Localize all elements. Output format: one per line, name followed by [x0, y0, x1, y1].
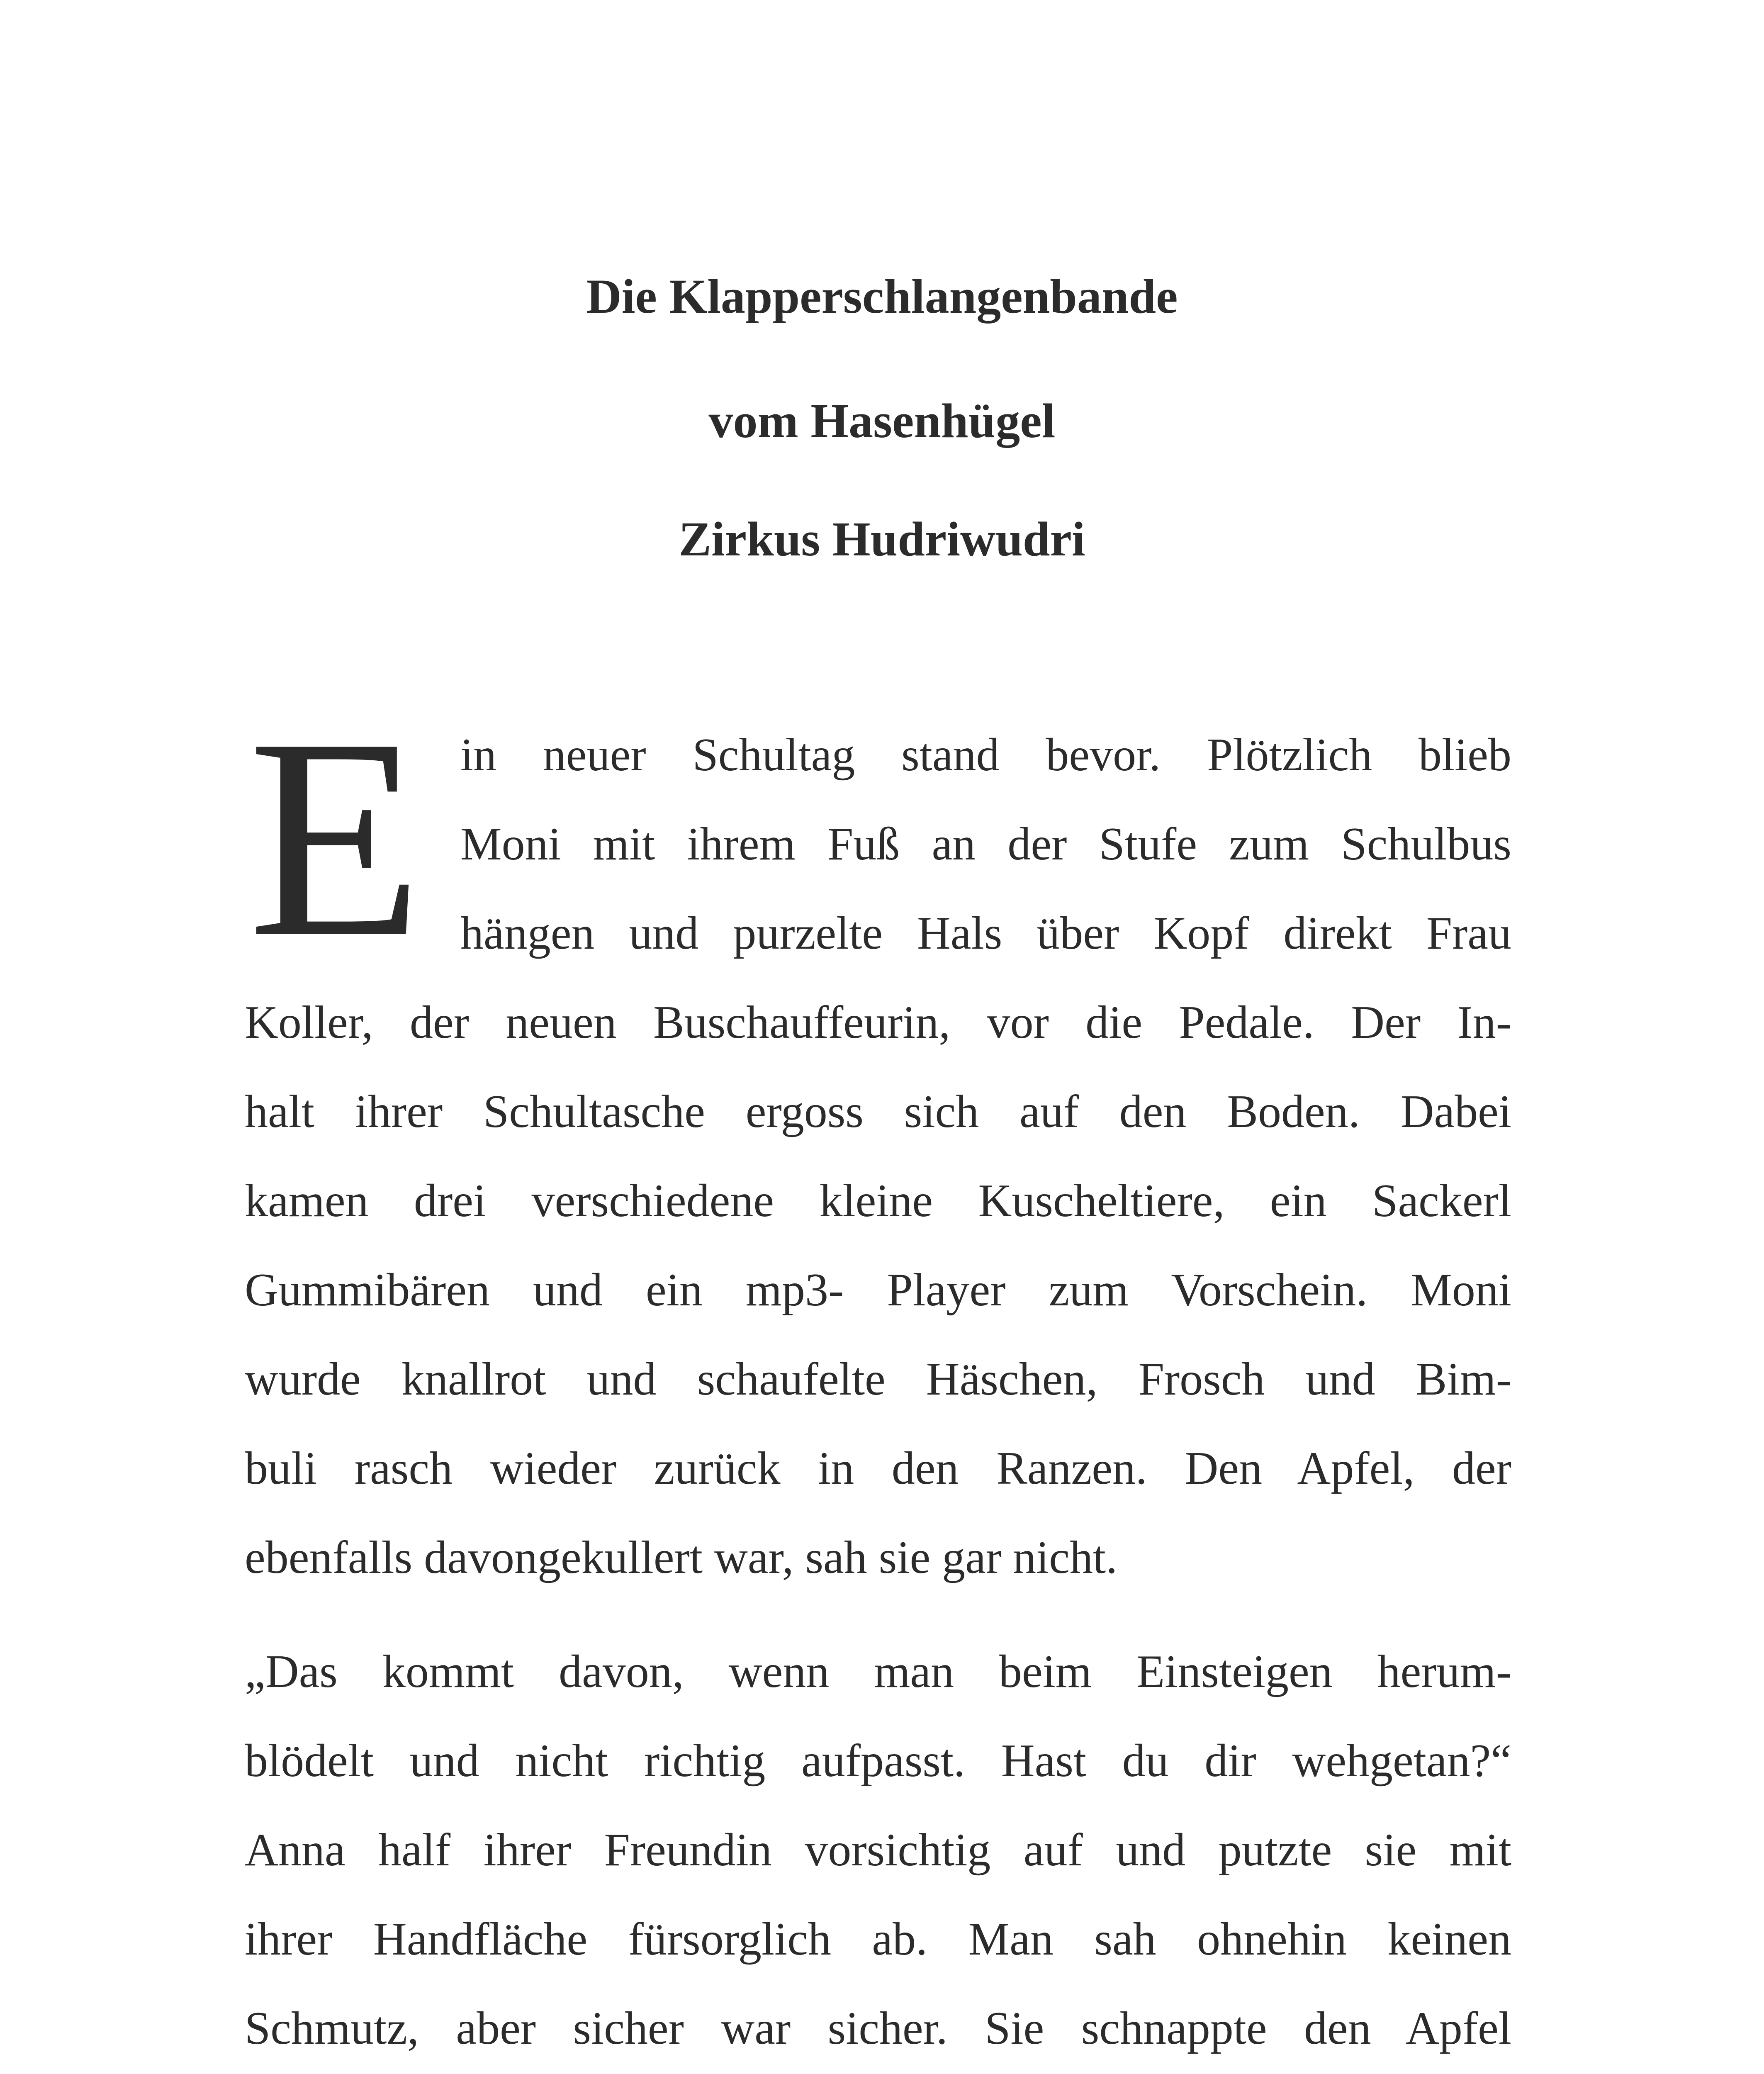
paragraph-line: Schmutz, aber sicher war sicher. Sie schnappte den Apfel: [245, 2003, 1511, 2054]
paragraph-line: wurde knallrot und schaufelte Häschen, Frosch und Bim-: [245, 1353, 1511, 1405]
chapter-subtitle: Zirkus Hudriwudri: [679, 512, 1085, 566]
paragraph-line: in neuer Schultag stand bevor. Plötzlich blieb: [460, 729, 1511, 781]
drop-cap-initial: E: [248, 679, 423, 996]
paragraph-line: Gummibären und ein mp3- Player zum Vorschein. Moni: [245, 1264, 1511, 1316]
paragraph-line: kamen drei verschiedene kleine Kuscheltiere, ein Sackerl: [245, 1175, 1511, 1227]
paragraph-line: Moni mit ihrem Fuß an der Stufe zum Schulbus: [460, 818, 1511, 870]
paragraph-line: „Das kommt davon, wenn man beim Einsteigen herum-: [245, 1646, 1511, 1697]
paragraph-line: hängen und purzelte Hals über Kopf direkt Frau: [460, 908, 1511, 959]
chapter-title-line-1: Die Klapperschlangenbande: [586, 269, 1178, 324]
chapter-title-line-2: vom Hasenhügel: [708, 394, 1056, 448]
paragraph-line: ebenfalls davongekullert war, sah sie gar nicht.: [245, 1532, 1118, 1583]
paragraph-line: buli rasch wieder zurück in den Ranzen. Den Apfel, der: [245, 1443, 1511, 1494]
paragraph-line: ihrer Handfläche fürsorglich ab. Man sah ohnehin keinen: [245, 1913, 1511, 1965]
paragraph-line: Anna half ihrer Freundin vorsichtig auf und putzte sie mit: [245, 1824, 1511, 1876]
paragraph-line: blödelt und nicht richtig aufpasst. Hast du dir wehgetan?“: [245, 1735, 1511, 1787]
paragraph-line: Koller, der neuen Buschauffeurin, vor die Pedale. Der In-: [245, 997, 1511, 1048]
paragraph-line: halt ihrer Schultasche ergoss sich auf den Boden. Dabei: [245, 1086, 1511, 1137]
